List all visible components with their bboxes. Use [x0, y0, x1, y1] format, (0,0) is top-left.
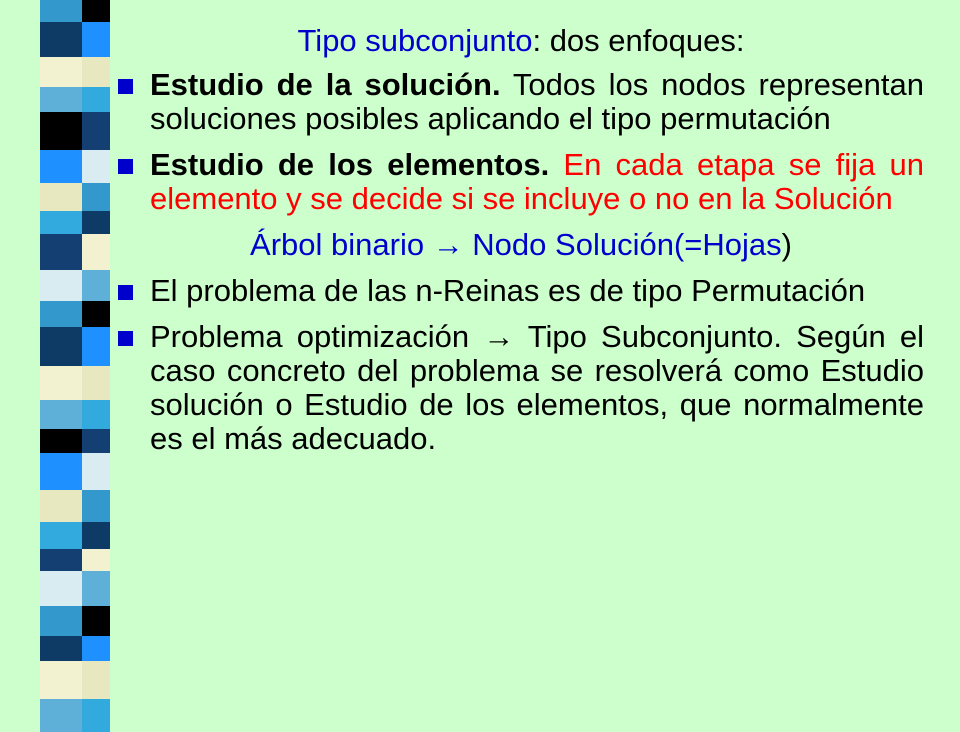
binary-tree-line	[118, 228, 924, 262]
stripe-segment	[0, 490, 112, 522]
stripe-segment	[0, 661, 112, 699]
title-rest: : dos enfoques:	[532, 23, 745, 58]
bullet-heading: Estudio de la solución.	[150, 67, 501, 102]
stripe-segment	[0, 301, 112, 327]
stripe-segment	[0, 87, 112, 112]
decorative-stripe	[0, 0, 112, 720]
stripe-segment	[0, 57, 112, 87]
stripe-segment	[0, 211, 112, 234]
binary-tree-text: Árbol binario → Nodo Solución(=Hojas	[250, 227, 782, 262]
stripe-segment	[0, 150, 112, 183]
stripe-segment	[0, 453, 112, 490]
stripe-segment	[0, 699, 112, 732]
stripe-segment	[0, 112, 112, 150]
binary-tree-closing: )	[781, 227, 792, 262]
stripe-segment	[0, 327, 112, 366]
bullet-estudio-solucion	[118, 68, 924, 136]
stripe-segment	[0, 234, 112, 270]
bullet-estudio-elementos	[118, 148, 924, 216]
bullet-text: El problema de las n-Reinas es de tipo Permutación	[150, 273, 866, 308]
bullet-square-icon	[118, 79, 133, 94]
bullet-n-reinas	[118, 274, 924, 308]
stripe-segment	[0, 0, 112, 22]
stripe-segment	[0, 549, 112, 571]
stripe-segment	[0, 22, 112, 57]
stripe-segment	[0, 400, 112, 429]
bullet-text: Problema optimización → Tipo Subconjunto. Según el caso concreto del problema se resolverá como Estudio solución o Estudio de los elementos, que normalmente es el más adecuado.	[150, 319, 924, 456]
stripe-segment	[0, 183, 112, 211]
bullet-square-icon	[118, 285, 133, 300]
stripe-segment	[0, 522, 112, 549]
bullet-optimizacion	[118, 320, 924, 456]
bullet-square-icon	[118, 331, 133, 346]
bullet-heading: Estudio de los elementos.	[150, 147, 550, 182]
bullet-red-text: En cada etapa se fija un elemento y se decide si se incluye o no en la Solución	[150, 147, 924, 216]
stripe-segment	[0, 366, 112, 400]
stripe-segment	[0, 606, 112, 636]
slide-title	[118, 24, 924, 58]
stripe-segment	[0, 270, 112, 301]
bullet-square-icon	[118, 159, 133, 174]
slide-content	[118, 24, 924, 468]
stripe-segment	[0, 636, 112, 661]
stripe-segment	[0, 429, 112, 453]
stripe-segment	[0, 571, 112, 606]
title-highlight: Tipo subconjunto	[297, 23, 533, 58]
bullet-text: Todos los nodos representan soluciones posibles aplicando el tipo permutación	[150, 67, 924, 136]
